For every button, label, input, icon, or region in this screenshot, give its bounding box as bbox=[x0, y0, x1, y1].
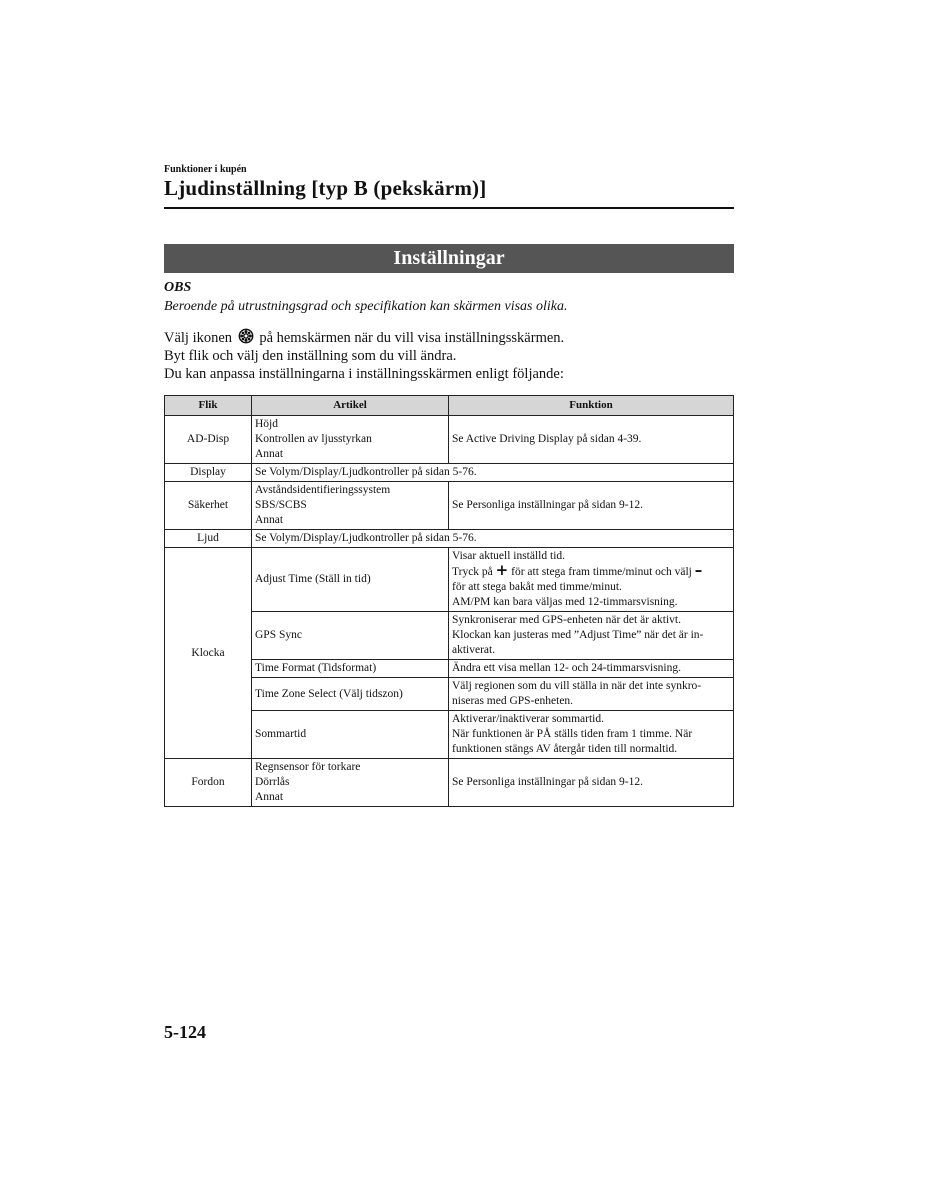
funktion-cell bbox=[449, 711, 734, 759]
funktion-line: funktionen stängs AV återgår tiden till normaltid. bbox=[452, 743, 678, 755]
flik-cell: Klocka bbox=[165, 548, 252, 759]
artikel-item: Höjd bbox=[255, 418, 278, 430]
funktion-text: för att stega fram timme/minut och välj bbox=[511, 566, 692, 578]
header-flik: Flik bbox=[165, 396, 252, 416]
title-divider bbox=[164, 207, 734, 209]
funktion-line: Klockan kan justeras med ”Adjust Time” när det är in- bbox=[452, 629, 704, 641]
intro-line-1 bbox=[164, 328, 564, 347]
funktion-cell: Se Personliga inställningar på sidan 9-12. bbox=[449, 482, 734, 530]
artikel-cell: Time Zone Select (Välj tidszon) bbox=[252, 678, 449, 711]
gear-icon bbox=[238, 328, 254, 344]
funktion-line: niseras med GPS-enheten. bbox=[452, 695, 574, 707]
minus-icon: – bbox=[694, 561, 703, 579]
settings-table bbox=[164, 395, 734, 807]
flik-cell: Ljud bbox=[165, 530, 252, 548]
table-header-row bbox=[165, 396, 734, 416]
intro-line-1-after: på hemskärmen när du vill visa inställningsskärmen. bbox=[259, 330, 565, 346]
artikel-item: Annat bbox=[255, 448, 284, 460]
funktion-line: för att stega bakåt med timme/minut. bbox=[452, 581, 622, 593]
intro-line-2: Byt flik och välj den inställning som du vill ändra. bbox=[164, 348, 457, 364]
funktion-line: aktiverat. bbox=[452, 644, 496, 656]
table-row-sakerhet bbox=[165, 482, 734, 530]
table-row-fordon bbox=[165, 759, 734, 807]
funktion-cell bbox=[449, 612, 734, 660]
plus-icon: + bbox=[495, 561, 509, 579]
funktion-line: AM/PM kan bara väljas med 12-timmarsvisning. bbox=[452, 596, 678, 608]
artikel-item: Annat bbox=[255, 514, 284, 526]
table-row-ad-disp bbox=[165, 416, 734, 464]
artikel-item: SBS/SCBS bbox=[255, 499, 307, 511]
funktion-cell: Se Active Driving Display på sidan 4-39. bbox=[449, 416, 734, 464]
section-banner: Inställningar bbox=[164, 244, 734, 273]
funktion-cell: Ändra ett visa mellan 12- och 24-timmarsvisning. bbox=[449, 660, 734, 678]
page-number: 5-124 bbox=[164, 1022, 206, 1042]
funktion-line: Synkroniserar med GPS-enheten när det är aktivt. bbox=[452, 614, 681, 626]
section-label: Funktioner i kupén bbox=[164, 164, 247, 175]
funktion-line: När funktionen är PÅ ställs tiden fram 1 timme. När bbox=[452, 728, 693, 740]
table-row-display bbox=[165, 464, 734, 482]
funktion-line: Aktiverar/inaktiverar sommartid. bbox=[452, 713, 605, 725]
artikel-cell: Time Format (Tidsformat) bbox=[252, 660, 449, 678]
artikel-cell bbox=[252, 416, 449, 464]
funktion-line: Välj regionen som du vill ställa in när det inte synkro- bbox=[452, 680, 702, 692]
flik-cell: Display bbox=[165, 464, 252, 482]
artikel-cell: GPS Sync bbox=[252, 612, 449, 660]
artikel-item: Regnsensor för torkare bbox=[255, 761, 361, 773]
table-row-ljud bbox=[165, 530, 734, 548]
funktion-cell bbox=[449, 548, 734, 612]
note-text: Beroende på utrustningsgrad och specifikation kan skärmen visas olika. bbox=[164, 299, 568, 314]
intro-line-3: Du kan anpassa inställningarna i inställningsskärmen enligt följande: bbox=[164, 366, 564, 382]
merged-cell: Se Volym/Display/Ljudkontroller på sidan 5-76. bbox=[252, 464, 734, 482]
flik-cell: Fordon bbox=[165, 759, 252, 807]
funktion-cell bbox=[449, 678, 734, 711]
artikel-cell: Sommartid bbox=[252, 711, 449, 759]
artikel-item: Dörrlås bbox=[255, 776, 290, 788]
artikel-item: Annat bbox=[255, 791, 284, 803]
intro-text bbox=[164, 328, 564, 383]
artikel-item: Avståndsidentifieringssystem bbox=[255, 484, 391, 496]
table-row-klocka-adjust-time bbox=[165, 548, 734, 612]
header-artikel: Artikel bbox=[252, 396, 449, 416]
funktion-cell: Se Personliga inställningar på sidan 9-12. bbox=[449, 759, 734, 807]
flik-cell: AD-Disp bbox=[165, 416, 252, 464]
artikel-cell bbox=[252, 759, 449, 807]
header-funktion: Funktion bbox=[449, 396, 734, 416]
flik-cell: Säkerhet bbox=[165, 482, 252, 530]
funktion-line: Visar aktuell inställd tid. bbox=[452, 550, 566, 562]
note-label: OBS bbox=[164, 280, 192, 295]
merged-cell: Se Volym/Display/Ljudkontroller på sidan 5-76. bbox=[252, 530, 734, 548]
funktion-text: Tryck på bbox=[452, 566, 493, 578]
artikel-cell: Adjust Time (Ställ in tid) bbox=[252, 548, 449, 612]
page-title: Ljudinställning [typ B (pekskärm)] bbox=[164, 176, 487, 200]
artikel-cell bbox=[252, 482, 449, 530]
intro-line-1-before: Välj ikonen bbox=[164, 330, 233, 346]
funktion-line bbox=[452, 561, 730, 580]
artikel-item: Kontrollen av ljusstyrkan bbox=[255, 433, 372, 445]
